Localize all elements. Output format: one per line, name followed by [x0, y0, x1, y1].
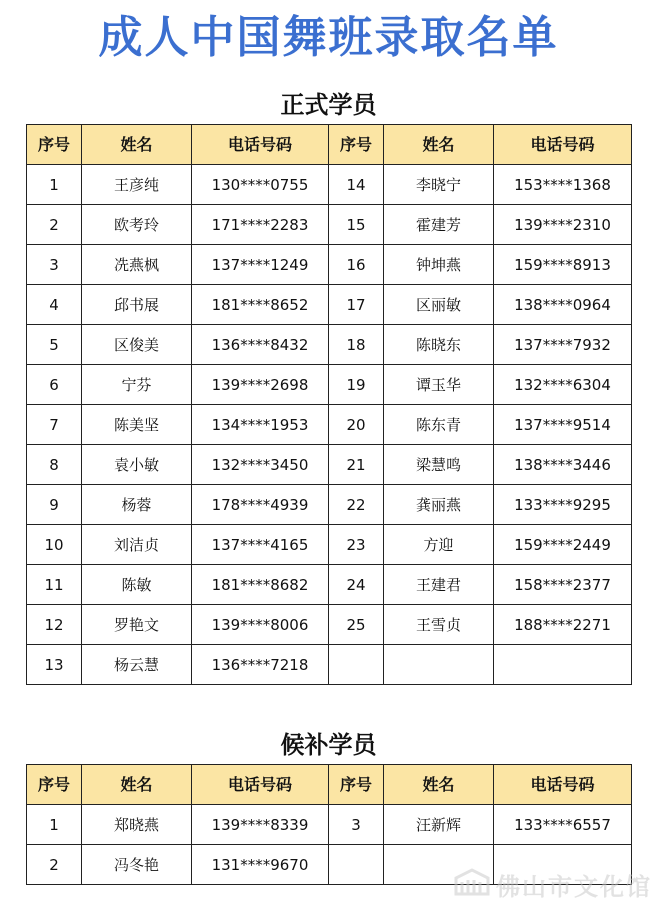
phone-number-cell: 138****0964 [494, 285, 632, 325]
phone-number-cell: 158****2377 [494, 565, 632, 605]
phone-number-cell: 171****2283 [192, 205, 329, 245]
student-name-cell: 冯冬艳 [82, 845, 192, 885]
watermark [452, 862, 657, 906]
column-header: 姓名 [82, 765, 192, 805]
table-row [27, 165, 632, 205]
watermark-text: 佛山市文化馆 [496, 871, 652, 901]
serial-number-cell: 5 [27, 325, 82, 365]
phone-number-cell: 159****8913 [494, 245, 632, 285]
phone-number-cell: 132****3450 [192, 445, 329, 485]
phone-number-cell: 131****9670 [192, 845, 329, 885]
column-header: 电话号码 [494, 125, 632, 165]
serial-number-cell: 1 [27, 165, 82, 205]
serial-number-cell: 13 [27, 645, 82, 685]
table-row [27, 245, 632, 285]
student-name-cell: 王雪贞 [384, 605, 494, 645]
serial-number-cell: 11 [27, 565, 82, 605]
cultural-center-logo-icon [452, 864, 492, 904]
serial-number-cell: 23 [329, 525, 384, 565]
official-students-table [26, 124, 632, 685]
serial-number-cell: 25 [329, 605, 384, 645]
student-name-cell: 霍建芳 [384, 205, 494, 245]
student-name-cell: 龚丽燕 [384, 485, 494, 525]
table-row [27, 405, 632, 445]
student-name-cell [384, 645, 494, 685]
phone-number-cell: 139****2310 [494, 205, 632, 245]
serial-number-cell: 24 [329, 565, 384, 605]
student-name-cell: 陈美坚 [82, 405, 192, 445]
phone-number-cell: 132****6304 [494, 365, 632, 405]
phone-number-cell: 134****1953 [192, 405, 329, 445]
column-header: 序号 [27, 765, 82, 805]
serial-number-cell: 22 [329, 485, 384, 525]
student-name-cell: 陈晓东 [384, 325, 494, 365]
phone-number-cell: 153****1368 [494, 165, 632, 205]
serial-number-cell: 9 [27, 485, 82, 525]
student-name-cell: 王建君 [384, 565, 494, 605]
student-name-cell: 陈敏 [82, 565, 192, 605]
serial-number-cell [329, 645, 384, 685]
table-header-row [27, 125, 632, 165]
table-row [27, 605, 632, 645]
phone-number-cell: 139****2698 [192, 365, 329, 405]
serial-number-cell: 2 [27, 845, 82, 885]
table-row [27, 525, 632, 565]
phone-number-cell: 139****8339 [192, 805, 329, 845]
phone-number-cell: 136****7218 [192, 645, 329, 685]
table-row [27, 645, 632, 685]
column-header: 序号 [27, 125, 82, 165]
phone-number-cell [494, 645, 632, 685]
column-header: 电话号码 [494, 765, 632, 805]
serial-number-cell: 15 [329, 205, 384, 245]
serial-number-cell: 8 [27, 445, 82, 485]
phone-number-cell: 137****1249 [192, 245, 329, 285]
student-name-cell: 冼燕枫 [82, 245, 192, 285]
phone-number-cell: 138****3446 [494, 445, 632, 485]
phone-number-cell: 137****9514 [494, 405, 632, 445]
student-name-cell: 刘洁贞 [82, 525, 192, 565]
serial-number-cell: 1 [27, 805, 82, 845]
serial-number-cell: 3 [27, 245, 82, 285]
serial-number-cell: 10 [27, 525, 82, 565]
serial-number-cell: 12 [27, 605, 82, 645]
serial-number-cell: 4 [27, 285, 82, 325]
table-row [27, 325, 632, 365]
table-row [27, 805, 632, 845]
serial-number-cell: 20 [329, 405, 384, 445]
serial-number-cell: 16 [329, 245, 384, 285]
serial-number-cell: 2 [27, 205, 82, 245]
table-row [27, 485, 632, 525]
column-header: 电话号码 [192, 765, 329, 805]
student-name-cell: 袁小敏 [82, 445, 192, 485]
student-name-cell: 王彦纯 [82, 165, 192, 205]
serial-number-cell: 18 [329, 325, 384, 365]
column-header: 姓名 [384, 125, 494, 165]
table-row [27, 365, 632, 405]
student-name-cell: 杨云慧 [82, 645, 192, 685]
serial-number-cell: 21 [329, 445, 384, 485]
table-row [27, 565, 632, 605]
phone-number-cell: 178****4939 [192, 485, 329, 525]
serial-number-cell: 14 [329, 165, 384, 205]
student-name-cell: 陈东青 [384, 405, 494, 445]
student-name-cell: 李晓宁 [384, 165, 494, 205]
student-name-cell: 罗艳文 [82, 605, 192, 645]
section-title-waitlist: 候补学员 [280, 731, 377, 759]
column-header: 电话号码 [192, 125, 329, 165]
phone-number-cell: 130****0755 [192, 165, 329, 205]
table-row [27, 445, 632, 485]
student-name-cell: 区俊美 [82, 325, 192, 365]
serial-number-cell: 17 [329, 285, 384, 325]
column-header: 姓名 [82, 125, 192, 165]
student-name-cell: 区丽敏 [384, 285, 494, 325]
phone-number-cell: 133****9295 [494, 485, 632, 525]
phone-number-cell: 181****8652 [192, 285, 329, 325]
page-title: 成人中国舞班录取名单 [98, 12, 559, 63]
column-header: 序号 [329, 125, 384, 165]
column-header: 姓名 [384, 765, 494, 805]
student-name-cell: 郑晓燕 [82, 805, 192, 845]
student-name-cell: 欧考玲 [82, 205, 192, 245]
student-name-cell: 谭玉华 [384, 365, 494, 405]
phone-number-cell: 137****4165 [192, 525, 329, 565]
phone-number-cell: 133****6557 [494, 805, 632, 845]
student-name-cell: 邱书展 [82, 285, 192, 325]
student-name-cell: 宁芬 [82, 365, 192, 405]
phone-number-cell: 136****8432 [192, 325, 329, 365]
phone-number-cell: 188****2271 [494, 605, 632, 645]
phone-number-cell: 181****8682 [192, 565, 329, 605]
table-row [27, 285, 632, 325]
serial-number-cell: 7 [27, 405, 82, 445]
section-title-official: 正式学员 [280, 91, 377, 119]
student-name-cell: 钟坤燕 [384, 245, 494, 285]
student-name-cell: 方迎 [384, 525, 494, 565]
phone-number-cell: 139****8006 [192, 605, 329, 645]
column-header: 序号 [329, 765, 384, 805]
serial-number-cell: 6 [27, 365, 82, 405]
serial-number-cell: 3 [329, 805, 384, 845]
student-name-cell: 汪新辉 [384, 805, 494, 845]
phone-number-cell: 137****7932 [494, 325, 632, 365]
table-header-row [27, 765, 632, 805]
serial-number-cell [329, 845, 384, 885]
student-name-cell: 梁慧鸣 [384, 445, 494, 485]
table-row [27, 205, 632, 245]
phone-number-cell: 159****2449 [494, 525, 632, 565]
serial-number-cell: 19 [329, 365, 384, 405]
student-name-cell: 杨蓉 [82, 485, 192, 525]
